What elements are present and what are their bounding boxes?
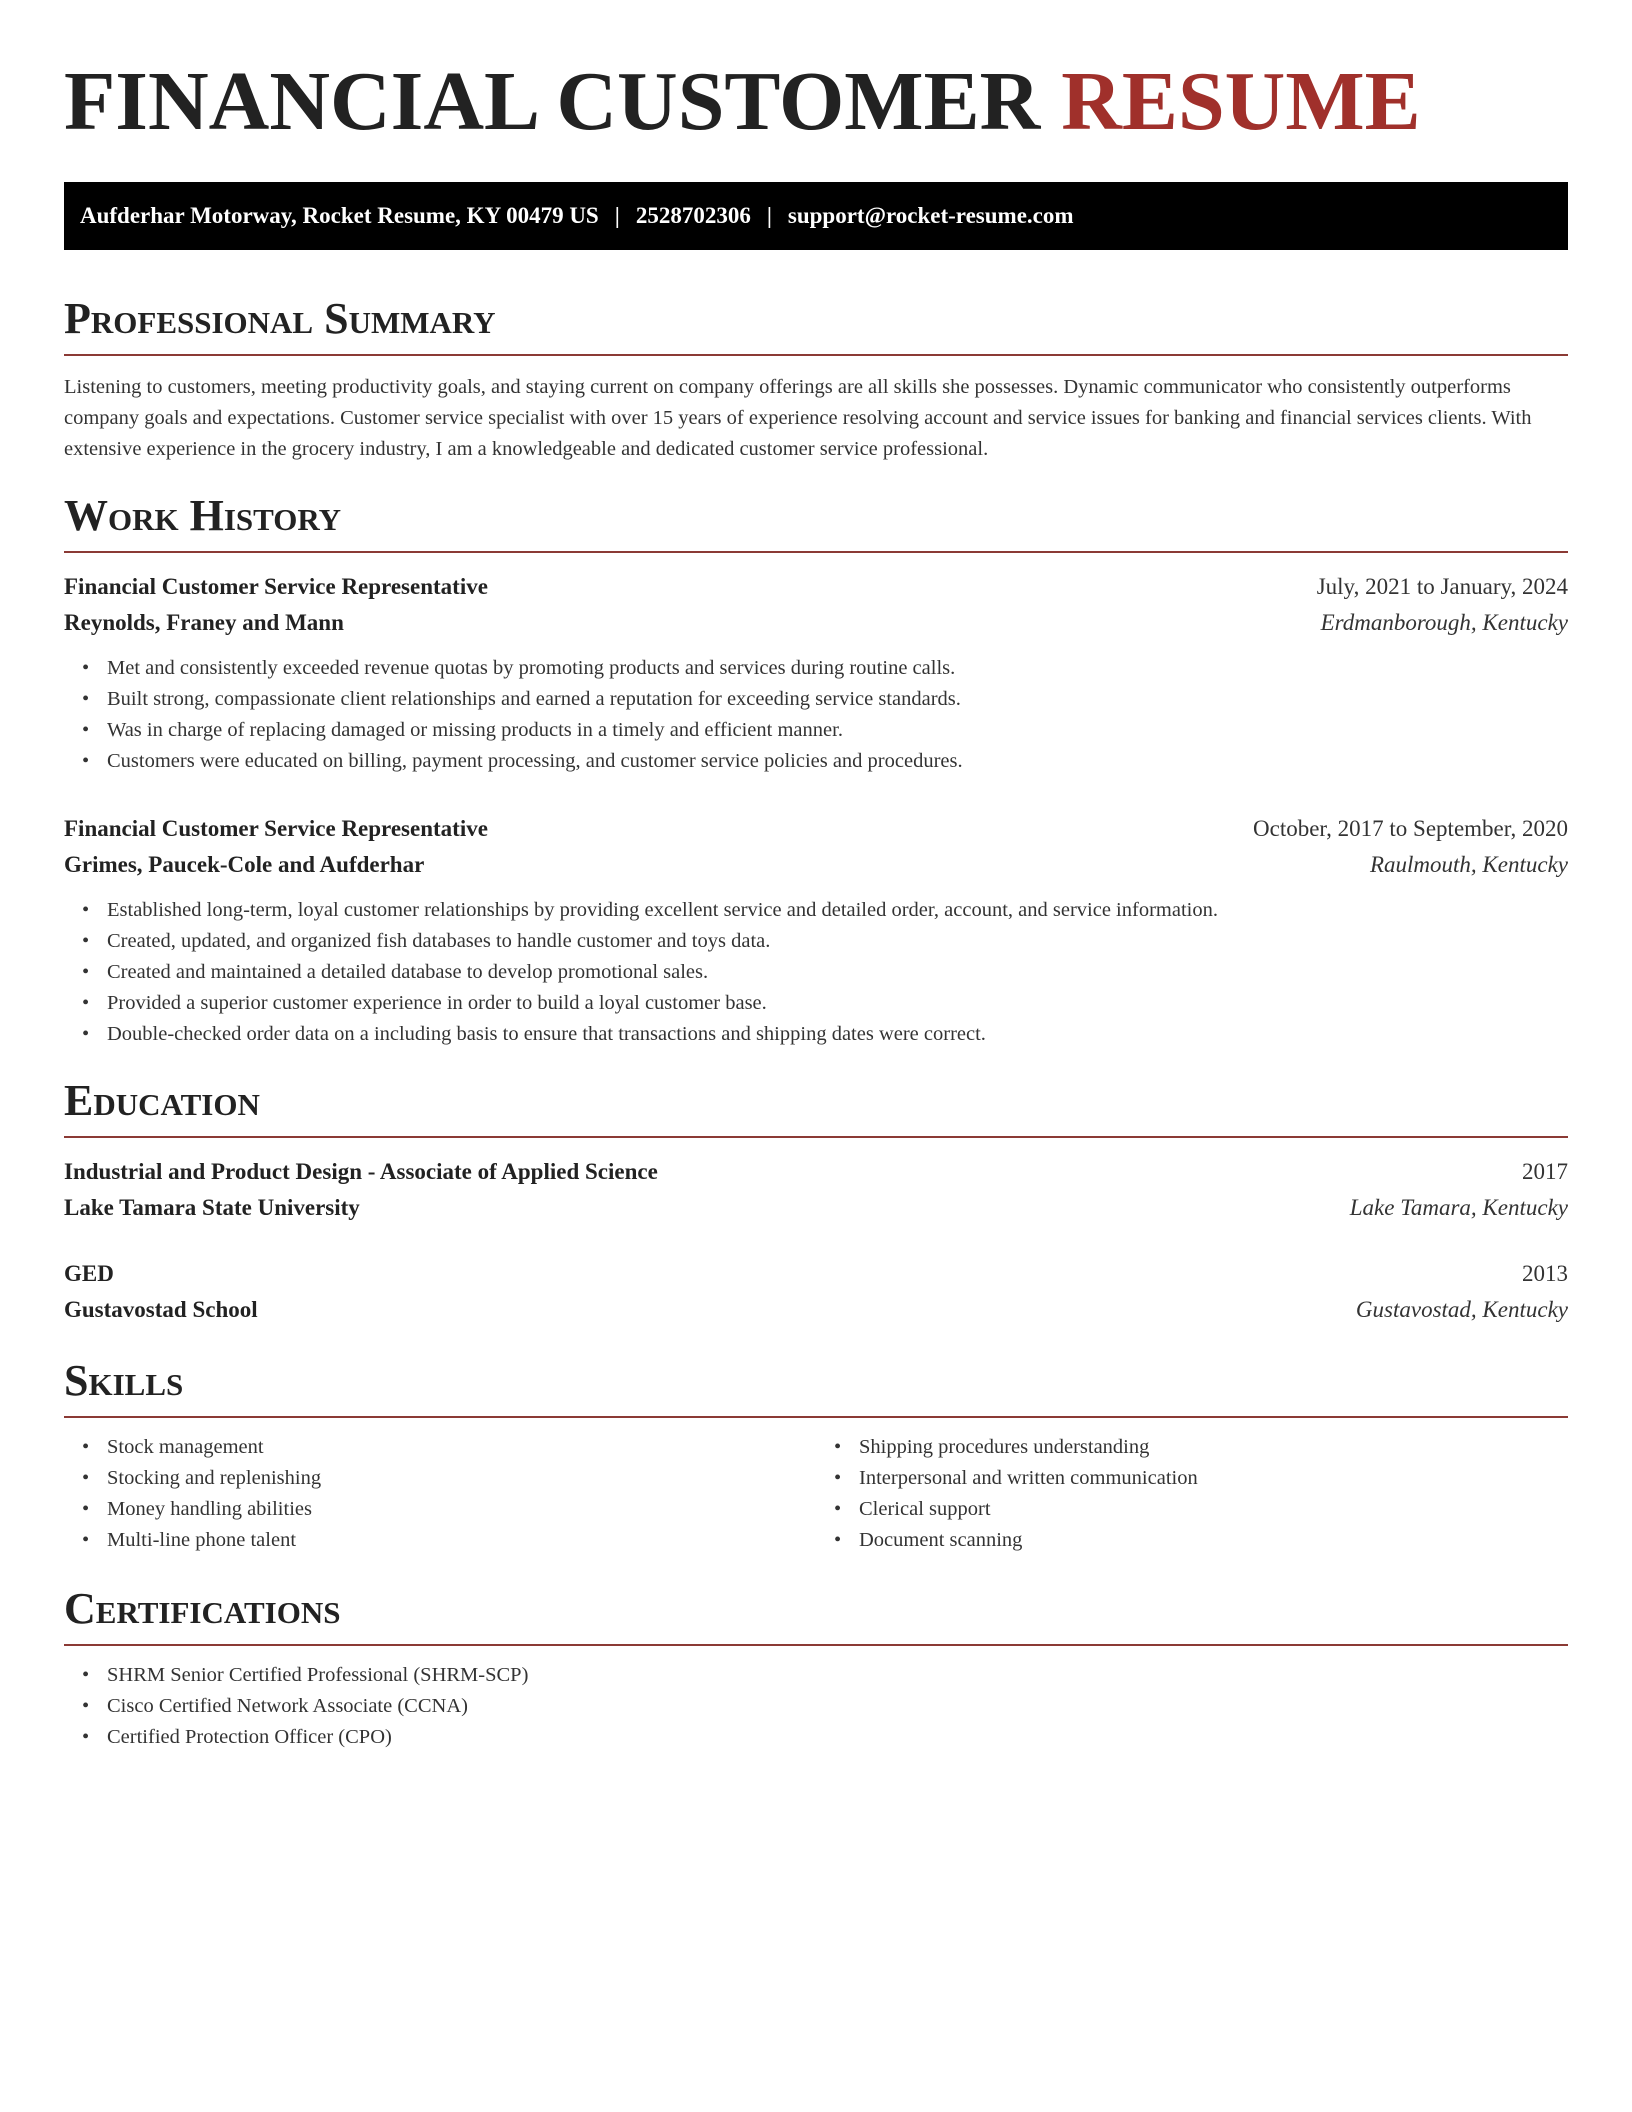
section-heading-skills: Skills <box>64 1358 1568 1418</box>
section-heading-certifications: Certifications <box>64 1586 1568 1646</box>
contact-phone: 2528702306 <box>635 203 751 228</box>
list-item: • Created and maintained a detailed database to develop promotional sales. <box>107 957 1568 988</box>
skill-item: • Multi-line phone talent <box>107 1525 816 1556</box>
list-item: • Met and consistently exceeded revenue quotas by promoting products and services during routine calls. <box>107 653 1568 684</box>
degree-row <box>64 1256 1568 1292</box>
skill-item: • Shipping procedures understanding <box>859 1432 1568 1463</box>
certifications-list <box>64 1660 1568 1753</box>
certification-item: • Cisco Certified Network Associate (CCNA) <box>107 1691 1568 1722</box>
school-location: Gustavostad, Kentucky <box>1355 1297 1568 1322</box>
contact-bar <box>64 182 1568 250</box>
job-entry <box>64 569 1568 777</box>
degree-year: 2017 <box>1522 1159 1568 1184</box>
degree-year: 2013 <box>1522 1261 1568 1286</box>
degree-name: GED <box>64 1261 114 1286</box>
skill-item: • Stock management <box>107 1432 816 1463</box>
degree-name: Industrial and Product Design - Associate of Applied Science <box>64 1159 658 1184</box>
list-item: • Built strong, compassionate client relationships and earned a reputation for exceeding service standards. <box>107 684 1568 715</box>
education-entry <box>64 1256 1568 1328</box>
skill-item: • Interpersonal and written communication <box>859 1463 1568 1494</box>
certification-item: • Certified Protection Officer (CPO) <box>107 1722 1568 1753</box>
summary-section <box>64 296 1568 465</box>
school-name: Lake Tamara State University <box>64 1195 360 1220</box>
job-title-row <box>64 569 1568 605</box>
list-item: • Provided a superior customer experience in order to build a loyal customer base. <box>107 988 1568 1019</box>
certification-item: • SHRM Senior Certified Professional (SHRM-SCP) <box>107 1660 1568 1691</box>
job-title: Financial Customer Service Representative <box>64 816 488 841</box>
skill-item: • Stocking and replenishing <box>107 1463 816 1494</box>
skills-list-right <box>816 1432 1568 1556</box>
skills-grid <box>64 1432 1568 1556</box>
job-entry <box>64 811 1568 1050</box>
skills-section <box>64 1358 1568 1556</box>
job-company: Grimes, Paucek-Cole and Aufderhar <box>64 852 425 877</box>
job-company: Reynolds, Franey and Mann <box>64 610 344 635</box>
job-company-row <box>64 605 1568 641</box>
skill-item: • Document scanning <box>859 1525 1568 1556</box>
list-item: • Established long-term, loyal customer relationships by providing excellent service and detailed order, account, and service information. <box>107 895 1568 926</box>
list-item: • Customers were educated on billing, payment processing, and customer service policies and procedures. <box>107 746 1568 777</box>
school-row <box>64 1190 1568 1226</box>
list-item: • Double-checked order data on a including basis to ensure that transactions and shipping dates were correct. <box>107 1019 1568 1050</box>
title-main: FINANCIAL CUSTOMER <box>64 55 1041 148</box>
job-location: Erdmanborough, Kentucky <box>1320 610 1568 635</box>
job-company-row <box>64 847 1568 883</box>
education-section <box>64 1078 1568 1328</box>
contact-address: Aufderhar Motorway, Rocket Resume, KY 00479 US <box>80 203 599 228</box>
degree-row <box>64 1154 1568 1190</box>
skills-list-left <box>64 1432 816 1556</box>
school-name: Gustavostad School <box>64 1297 258 1322</box>
job-location: Raulmouth, Kentucky <box>1369 852 1568 877</box>
contact-separator: | <box>614 203 620 228</box>
job-title-row <box>64 811 1568 847</box>
skill-item: • Money handling abilities <box>107 1494 816 1525</box>
job-title: Financial Customer Service Representative <box>64 574 488 599</box>
list-item: • Was in charge of replacing damaged or missing products in a timely and efficient manner. <box>107 715 1568 746</box>
school-row <box>64 1292 1568 1328</box>
section-heading-summary: Professional Summary <box>64 296 1568 356</box>
summary-text: Listening to customers, meeting productivity goals, and staying current on company offerings are all skills she possesses. Dynamic communicator who consistently outperforms company goals and expectations. Customer service specialist with over 15 years of experience resolving account and service issues for banking and financial services clients. With extensive experience in the grocery industry, I am a knowledgeable and dedicated customer service professional. <box>64 376 1532 460</box>
job-dates: July, 2021 to January, 2024 <box>1316 574 1568 599</box>
job-bullets <box>64 653 1568 777</box>
title-accent: RESUME <box>1061 55 1421 148</box>
section-heading-education: Education <box>64 1078 1568 1138</box>
contact-email: support@rocket-resume.com <box>787 203 1074 228</box>
resume-title <box>64 52 1568 152</box>
school-location: Lake Tamara, Kentucky <box>1349 1195 1568 1220</box>
contact-separator: | <box>766 203 772 228</box>
skills-column-left <box>64 1432 816 1556</box>
education-entry <box>64 1154 1568 1226</box>
job-dates: October, 2017 to September, 2020 <box>1253 816 1568 841</box>
job-bullets <box>64 895 1568 1050</box>
certifications-section <box>64 1586 1568 1753</box>
skills-column-right <box>816 1432 1568 1556</box>
work-section <box>64 493 1568 1050</box>
list-item: • Created, updated, and organized fish databases to handle customer and toys data. <box>107 926 1568 957</box>
section-heading-work: Work History <box>64 493 1568 553</box>
skill-item: • Clerical support <box>859 1494 1568 1525</box>
